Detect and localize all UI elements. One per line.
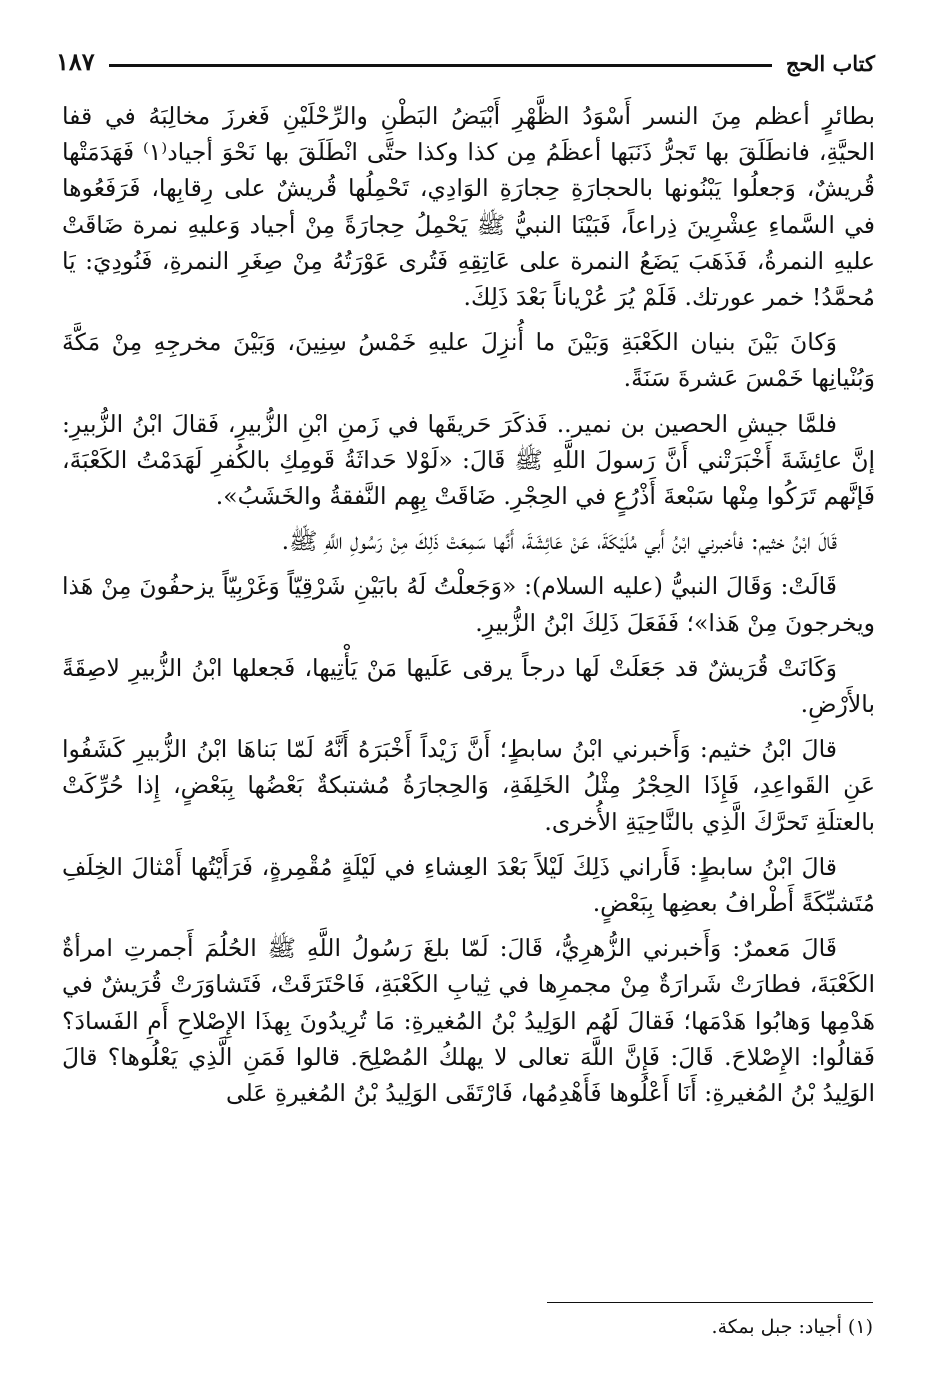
- footnote: (١) أجياد: جبل بمكة.: [711, 1316, 873, 1338]
- paragraph: وَكانَ بَيْنَ بنيان الكَعْبَةِ وَبَيْنَ ما أُنزِلَ عليهِ خَمْسُ سِنِينَ، وَبَيْنَ مخرجِهِ مِنْ مَكَّةَ وَبُنْيانِها خَمْسَ عَشرةَ سَنَةً.: [62, 328, 875, 393]
- paragraph: قَالَ مَعمرٌ: وَأَخبرني الزُّهرِيُّ، قَالَ: لَمّا بلغَ رَسُولُ اللَّهِ ﷺ الحُلُمَ أَجمرتِ امرأةٌ الكَعْبَةَ، فطارَتْ شَرارَةٌ مِنْ مجمرِها في ثِيابِ الكَعْبَةِ، فَاحْتَرَقَتْ، فَتَشاوَرَتْ قُرَيشٌ في هَدْمِها وَهابُوا هَدْمَها؛ فَقالَ لَهُم الوَلِيدُ بْنُ المُغيرةِ: مَا تُرِيدُونَ بِهذَا الإِصْلاحِ أَمِ الفَسادَ؟ فَقالُوا: الإِصْلاحَ. قَالَ: فَإِنَّ اللَّهَ تعالى لا يهلكُ المُصْلِحَ. قالوا فَمَنِ الَّذِي يَعْلُوها؟ قالَ الوَلِيدُ بْنُ المُغيرةِ: أَنَا أَعْلُوها فَأَهْدِمُها، فَارْتَقَى الوَلِيدُ بْنُ المُغيرةِ عَلى: [62, 934, 875, 1108]
- paragraph: قَالَ ابْنُ خثيم: فأخبرني ابْنُ أَبي مُلَيْكَةَ، عَنْ عَائِشَةَ، أَنَّها سَمِعَتْ ذَلِكَ مِنْ رَسُولِ اللَّهِ ﷺ.: [281, 527, 837, 556]
- paragraph: بطائرٍ أعظم مِنَ النسر أَسْوَدُ الظَّهْرِ أَبْيَضُ البَطْنِ والرِّحْلَيْنِ فَغرزَ مخالِبَهُ في قفا الحيَّةِ، فانطَلَقَ بها تَجرُّ ذَنَبَها أعظَمُ مِن كذا وكذا حتَّى انْطَلَقَ بها نَحْوَ أجياد⁽١⁾ فَهَدَمَتْها قُريشٌ، وَجعلُوا يَبْنُونها بالحجارَةِ حِجارَةِ الوَادِي، تَحْمِلُها قُريشٌ على رِقابِها، فَرَفَعُوها في السَّماءِ عِشْرِينَ ذِراعاً، فَبَيْنَا النبيُّ ﷺ يَحْمِلُ حِجارَةً مِنْ أجياد وَعليهِ نمرة ضَاقَتْ عليهِ النمرةُ، فَذَهَبَ يَضَعُ النمرة على عَاتِقِهِ فَتُرى عَوْرَتُهُ مِنْ صِغَرِ النمرةِ، فَنُودِيَ: يَا مُحمَّدُ! خمر عورتك. فَلَمْ يُرَ عُرْياناً بَعْدَ ذَلِكَ.: [62, 102, 875, 312]
- paragraph: قالَ ابْنُ سابطٍ: فَأَراني ذَلِكَ لَيْلاً بَعْدَ العِشاءِ في لَيْلَةٍ مُقْمِرةٍ، فَرَأَيْتُها أَمْثالَ الخِلَفِ مُتَشبِّكَةً أَطْرافُ بعضِها بِبَعْضٍ.: [62, 852, 875, 918]
- header-rule: [109, 64, 772, 67]
- paragraph: فلمَّا جيشِ الحصين بن نمير.. فَذكَرَ حَريقَها في زَمنِ ابْنِ الزُّبيرِ، فَقالَ ابْنُ الزُّبيرِ: إنَّ عائِشَةَ أَخْبَرَتْني أَنَّ رَسولَ اللَّهِ ﷺ قَالَ: «لَوْلا حَداثَةُ قَومِكِ بالكُفرِ لَهَدَمْتُ الكَعْبَةَ، فَإنَّهم تَرَكُوا مِنْها سَبْعةَ أَذْرُعٍ في الحِجْرِ. ضَاقَتْ بِهِم النَّفقةُ والخَشَبُ».: [62, 409, 875, 511]
- paragraph: قالَ ابْنُ خثيم: وَأَخبرني ابْنُ سابطٍ؛ أَنَّ زَيْداً أَخْبَرَهُ أَنَّهُ لَمّا بَناهَا ابْنُ الزُّبيرِ كَشَفُوا عَنِ القَواعِدِ، فَإِذَا الحِجْرُ مِثْلُ الخَلِفَةِ، وَالحِجارَةُ مُشتبكةٌ بَعْضُها بِبَعْضٍ، إِذا حُرِّكَتْ بالعتلَةِ تَحرَّكَ الَّذِي بالنَّاحِيَةِ الأُخرى.: [62, 735, 875, 836]
- paragraph: قَالَتْ: وَقَالَ النبيُّ (عليه السلام): «وَجَعلْتُ لَهُ بابَيْنِ شَرْقِيّاً وَغَرْبِيّاً يزحفُونَ مِنْ هَذا ويخرجونَ مِنْ هَذا»؛ فَفَعَلَ ذَلِكَ ابْنُ الزُّبيرِ.: [62, 572, 875, 637]
- page-number: ١٨٧: [56, 47, 95, 76]
- main-text: [62, 98, 875, 1120]
- footnote-separator: [547, 1302, 873, 1303]
- running-title: كتاب الحج: [785, 51, 875, 76]
- page-header: [56, 36, 875, 76]
- paragraph: وَكَانَتْ قُرَيشٌ قد جَعَلَتْ لَها درجاً يرقى عَلَيها مَنْ يَأْتِيها، فَجعلها ابْنُ الزُّبيرِ لاصِقَةً بالأَرْضِ.: [62, 653, 875, 719]
